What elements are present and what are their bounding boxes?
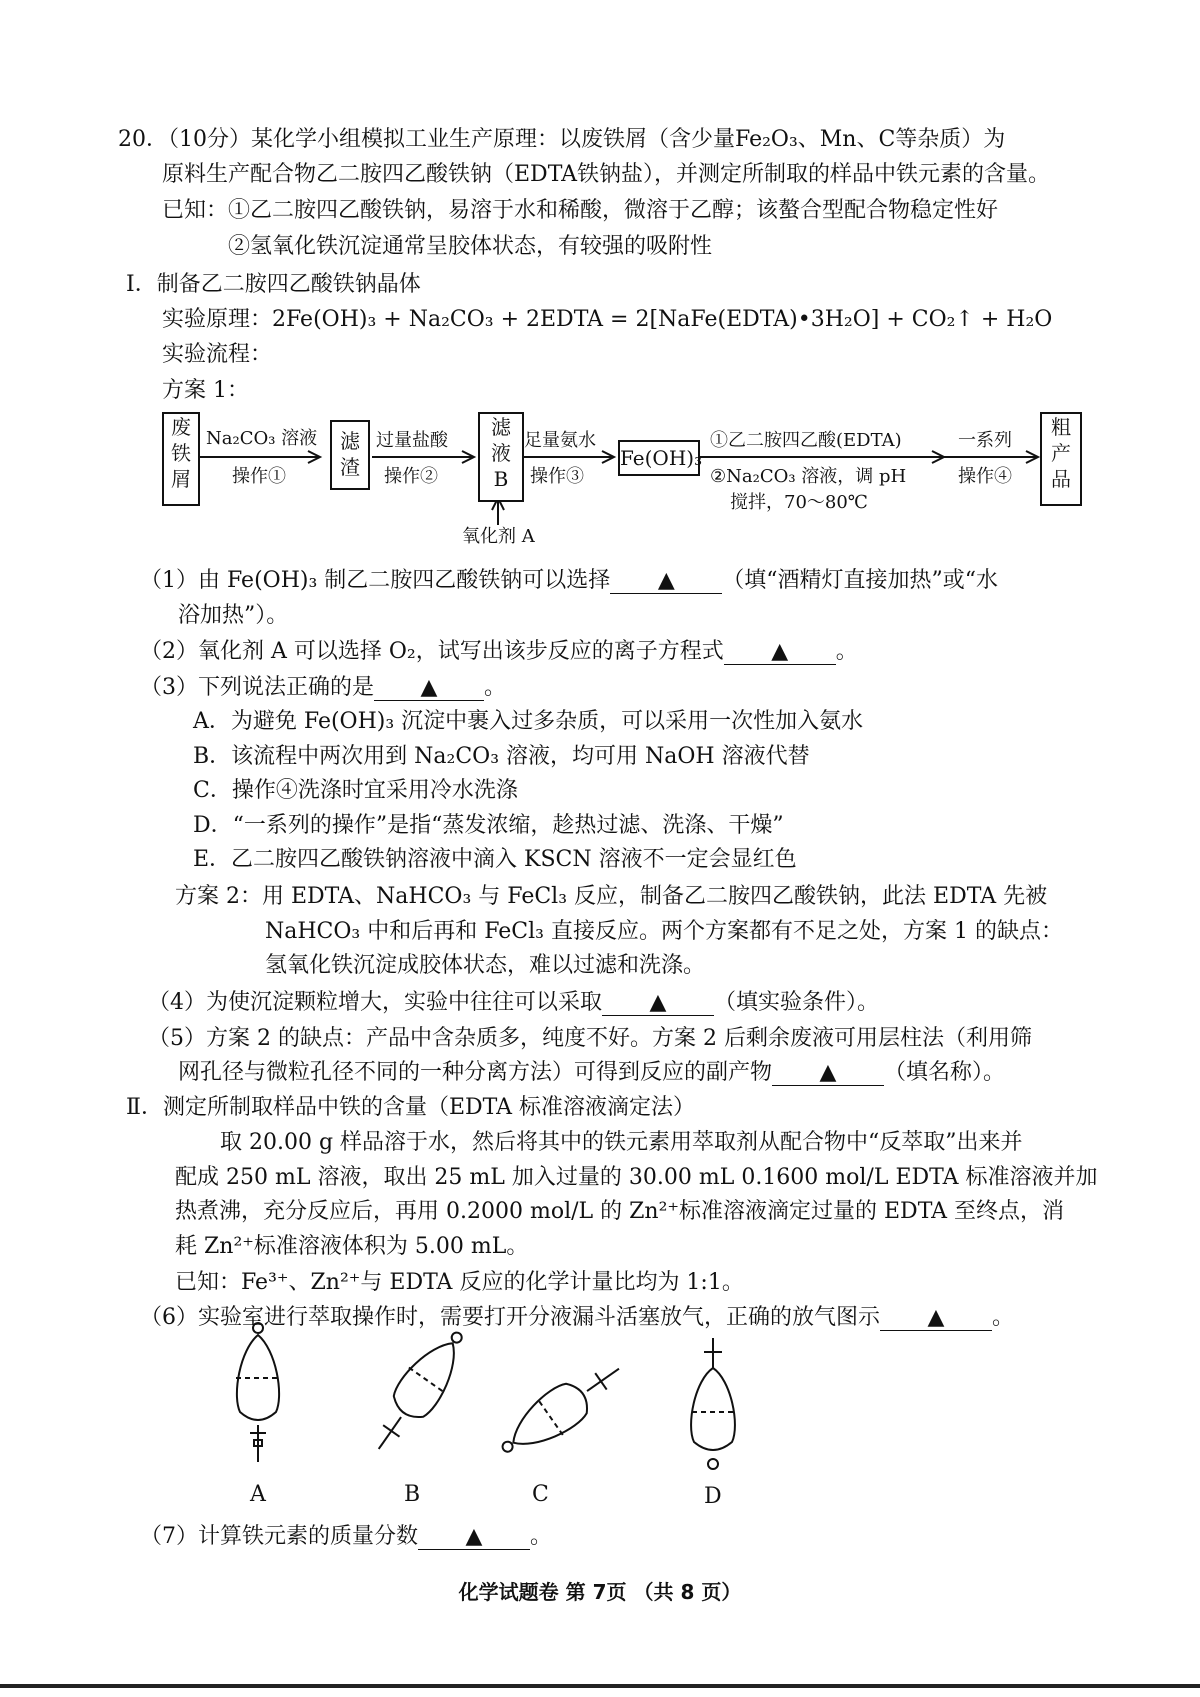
answer-blank-2: ▲	[724, 640, 836, 665]
arrow3-bottom: 操作③	[530, 466, 584, 487]
flow-label: 实验流程：	[162, 342, 273, 367]
option-a: A．为避免 Fe(OH)₃ 沉淀中裹入过多杂质，可以采用一次性加入氨水	[193, 709, 864, 734]
q1-line1: （1）由 Fe(OH)₃ 制乙二胺四乙酸铁钠可以选择 ▲ （填“酒精灯直接加热”或“水	[140, 568, 999, 593]
answer-blank-6: ▲	[880, 1306, 992, 1331]
intro-line-1: 某化学小组模拟工业生产原理：以废铁屑（含少量Fe₂O₃、Mn、C等杂质）为	[251, 127, 1006, 152]
arrow2-top: 过量盐酸	[376, 430, 448, 451]
q6-line: （6）实验室进行萃取操作时，需要打开分液漏斗活塞放气，正确的放气图示 ▲ 。	[140, 1305, 1015, 1330]
q5-line2: 网孔径与微粒孔径不同的一种分离方法）可得到反应的副产物 ▲ （填名称）。	[178, 1060, 1006, 1085]
arrow1-bottom: 操作①	[232, 466, 286, 487]
part2-title: Ⅱ．测定所制取样品中铁的含量（EDTA 标准溶液滴定法）	[126, 1095, 696, 1120]
part2-paragraph-1: 取 20.00 g 样品溶于水，然后将其中的铁元素用萃取剂从配合物中“反萃取”出来并	[220, 1130, 1023, 1155]
q5-line1: （5）方案 2 的缺点：产品中含杂质多，纯度不好。方案 2 后剩余废液可用层柱法（利用筛	[148, 1026, 1032, 1051]
q3-line: （3）下列说法正确的是 ▲ 。	[140, 675, 507, 700]
plan2-line1: 方案 2：用 EDTA、NaHCO₃ 与 FeCl₃ 反应，制备乙二胺四乙酸铁钠，此法 EDTA 先被	[175, 884, 1048, 909]
box-fe-oh3: Fe(OH)₃	[618, 440, 700, 476]
arrow4-top: ①乙二胺四乙酸(EDTA)	[710, 430, 902, 451]
box-crude-product: 粗 产 品	[1040, 412, 1082, 506]
figure-label-b: B	[404, 1482, 421, 1507]
part1-title: Ⅰ．制备乙二胺四乙酸铁钠晶体	[126, 272, 421, 297]
principle-equation: 实验原理：2Fe(OH)₃ + Na₂CO₃ + 2EDTA = 2[NaFe(EDTA)•3H₂O] + CO₂↑ + H₂O	[162, 307, 1053, 332]
box-waste-iron: 废 铁 屑	[162, 412, 200, 506]
intro-line-2: 原料生产配合物乙二胺四乙酸铁钠（EDTA铁钠盐），并测定所制取的样品中铁元素的含量。	[162, 162, 1051, 187]
part2-paragraph-3: 热煮沸，充分反应后，再用 0.2000 mol/L 的 Zn²⁺标准溶液滴定过量的 EDTA 至终点，消	[175, 1199, 1065, 1224]
known-line-2: ②氢氧化铁沉淀通常呈胶体状态，有较强的吸附性	[228, 234, 713, 259]
option-b: B．该流程中两次用到 Na₂CO₃ 溶液，均可用 NaOH 溶液代替	[193, 744, 810, 769]
option-e: E．乙二胺四乙酸铁钠溶液中滴入 KSCN 溶液不一定会显红色	[193, 847, 797, 872]
q1-line2: 浴加热”）。	[178, 603, 289, 628]
bottom-rule	[0, 1684, 1200, 1688]
arrow5-top: 一系列	[958, 430, 1012, 451]
figure-label-a: A	[250, 1482, 266, 1507]
arrow1-top: Na₂CO₃ 溶液	[206, 428, 318, 449]
q7-line: （7）计算铁元素的质量分数 ▲ 。	[140, 1524, 553, 1549]
figure-label-d: D	[704, 1484, 722, 1509]
arrow4-bottom: 搅拌，70～80℃	[730, 492, 868, 513]
part2-paragraph-4: 耗 Zn²⁺标准溶液体积为 5.00 mL。	[175, 1234, 529, 1259]
answer-blank-3: ▲	[374, 676, 484, 701]
arrow3-top: 足量氨水	[524, 430, 596, 451]
part2-paragraph-2: 配成 250 mL 溶液，取出 25 mL 加入过量的 30.00 mL 0.1600 mol/L EDTA 标准溶液并加	[175, 1165, 1098, 1190]
box-filtrate-b: 滤 液 B	[478, 412, 524, 502]
answer-blank-5: ▲	[772, 1061, 884, 1086]
funnel-d-icon	[691, 1338, 735, 1469]
option-d: D．“一系列的操作”是指“蒸发浓缩，趁热过滤、洗涤、干燥”	[193, 813, 784, 838]
known-line-1: 已知：①乙二胺四乙酸铁钠，易溶于水和稀酸，微溶于乙醇；该螯合型配合物稳定性好	[162, 198, 999, 223]
plan2-line2: NaHCO₃ 中和后再和 FeCl₃ 直接反应。两个方案都有不足之处，方案 1 的缺点：	[265, 919, 1063, 944]
funnel-b-icon	[361, 1321, 478, 1462]
q2-line: （2）氧化剂 A 可以选择 O₂，试写出该步反应的离子方程式 ▲ 。	[140, 639, 858, 664]
funnel-c-icon	[491, 1351, 632, 1468]
funnel-a-icon	[236, 1323, 280, 1462]
plan1-label: 方案 1：	[162, 378, 249, 403]
answer-blank-4: ▲	[602, 991, 714, 1016]
box-filter-residue: 滤 渣	[330, 420, 370, 490]
arrow5-bottom: 操作④	[958, 466, 1012, 487]
part2-known: 已知：Fe³⁺、Zn²⁺与 EDTA 反应的化学计量比均为 1:1。	[175, 1270, 744, 1295]
option-c: C．操作④洗涤时宜采用冷水洗涤	[193, 778, 518, 803]
page-footer: 化学试题卷 第 7页 （共 8 页）	[458, 1580, 742, 1604]
oxidant-a-label: 氧化剂 A	[462, 526, 535, 547]
arrow4-middle: ②Na₂CO₃ 溶液，调 pH	[710, 466, 907, 487]
plan2-line3: 氢氧化铁沉淀成胶体状态，难以过滤和洗涤。	[265, 953, 706, 978]
answer-blank-1: ▲	[610, 569, 722, 594]
question-number: 20．（10分）某化学小组模拟工业生产原理：以废铁屑（含少量Fe₂O₃、Mn、C等杂质）为	[118, 127, 1006, 152]
figure-label-c: C	[532, 1482, 549, 1507]
answer-blank-7: ▲	[418, 1525, 530, 1550]
arrow2-bottom: 操作②	[384, 466, 438, 487]
q4-line: （4）为使沉淀颗粒增大，实验中往往可以采取 ▲ （填实验条件）。	[148, 990, 880, 1015]
